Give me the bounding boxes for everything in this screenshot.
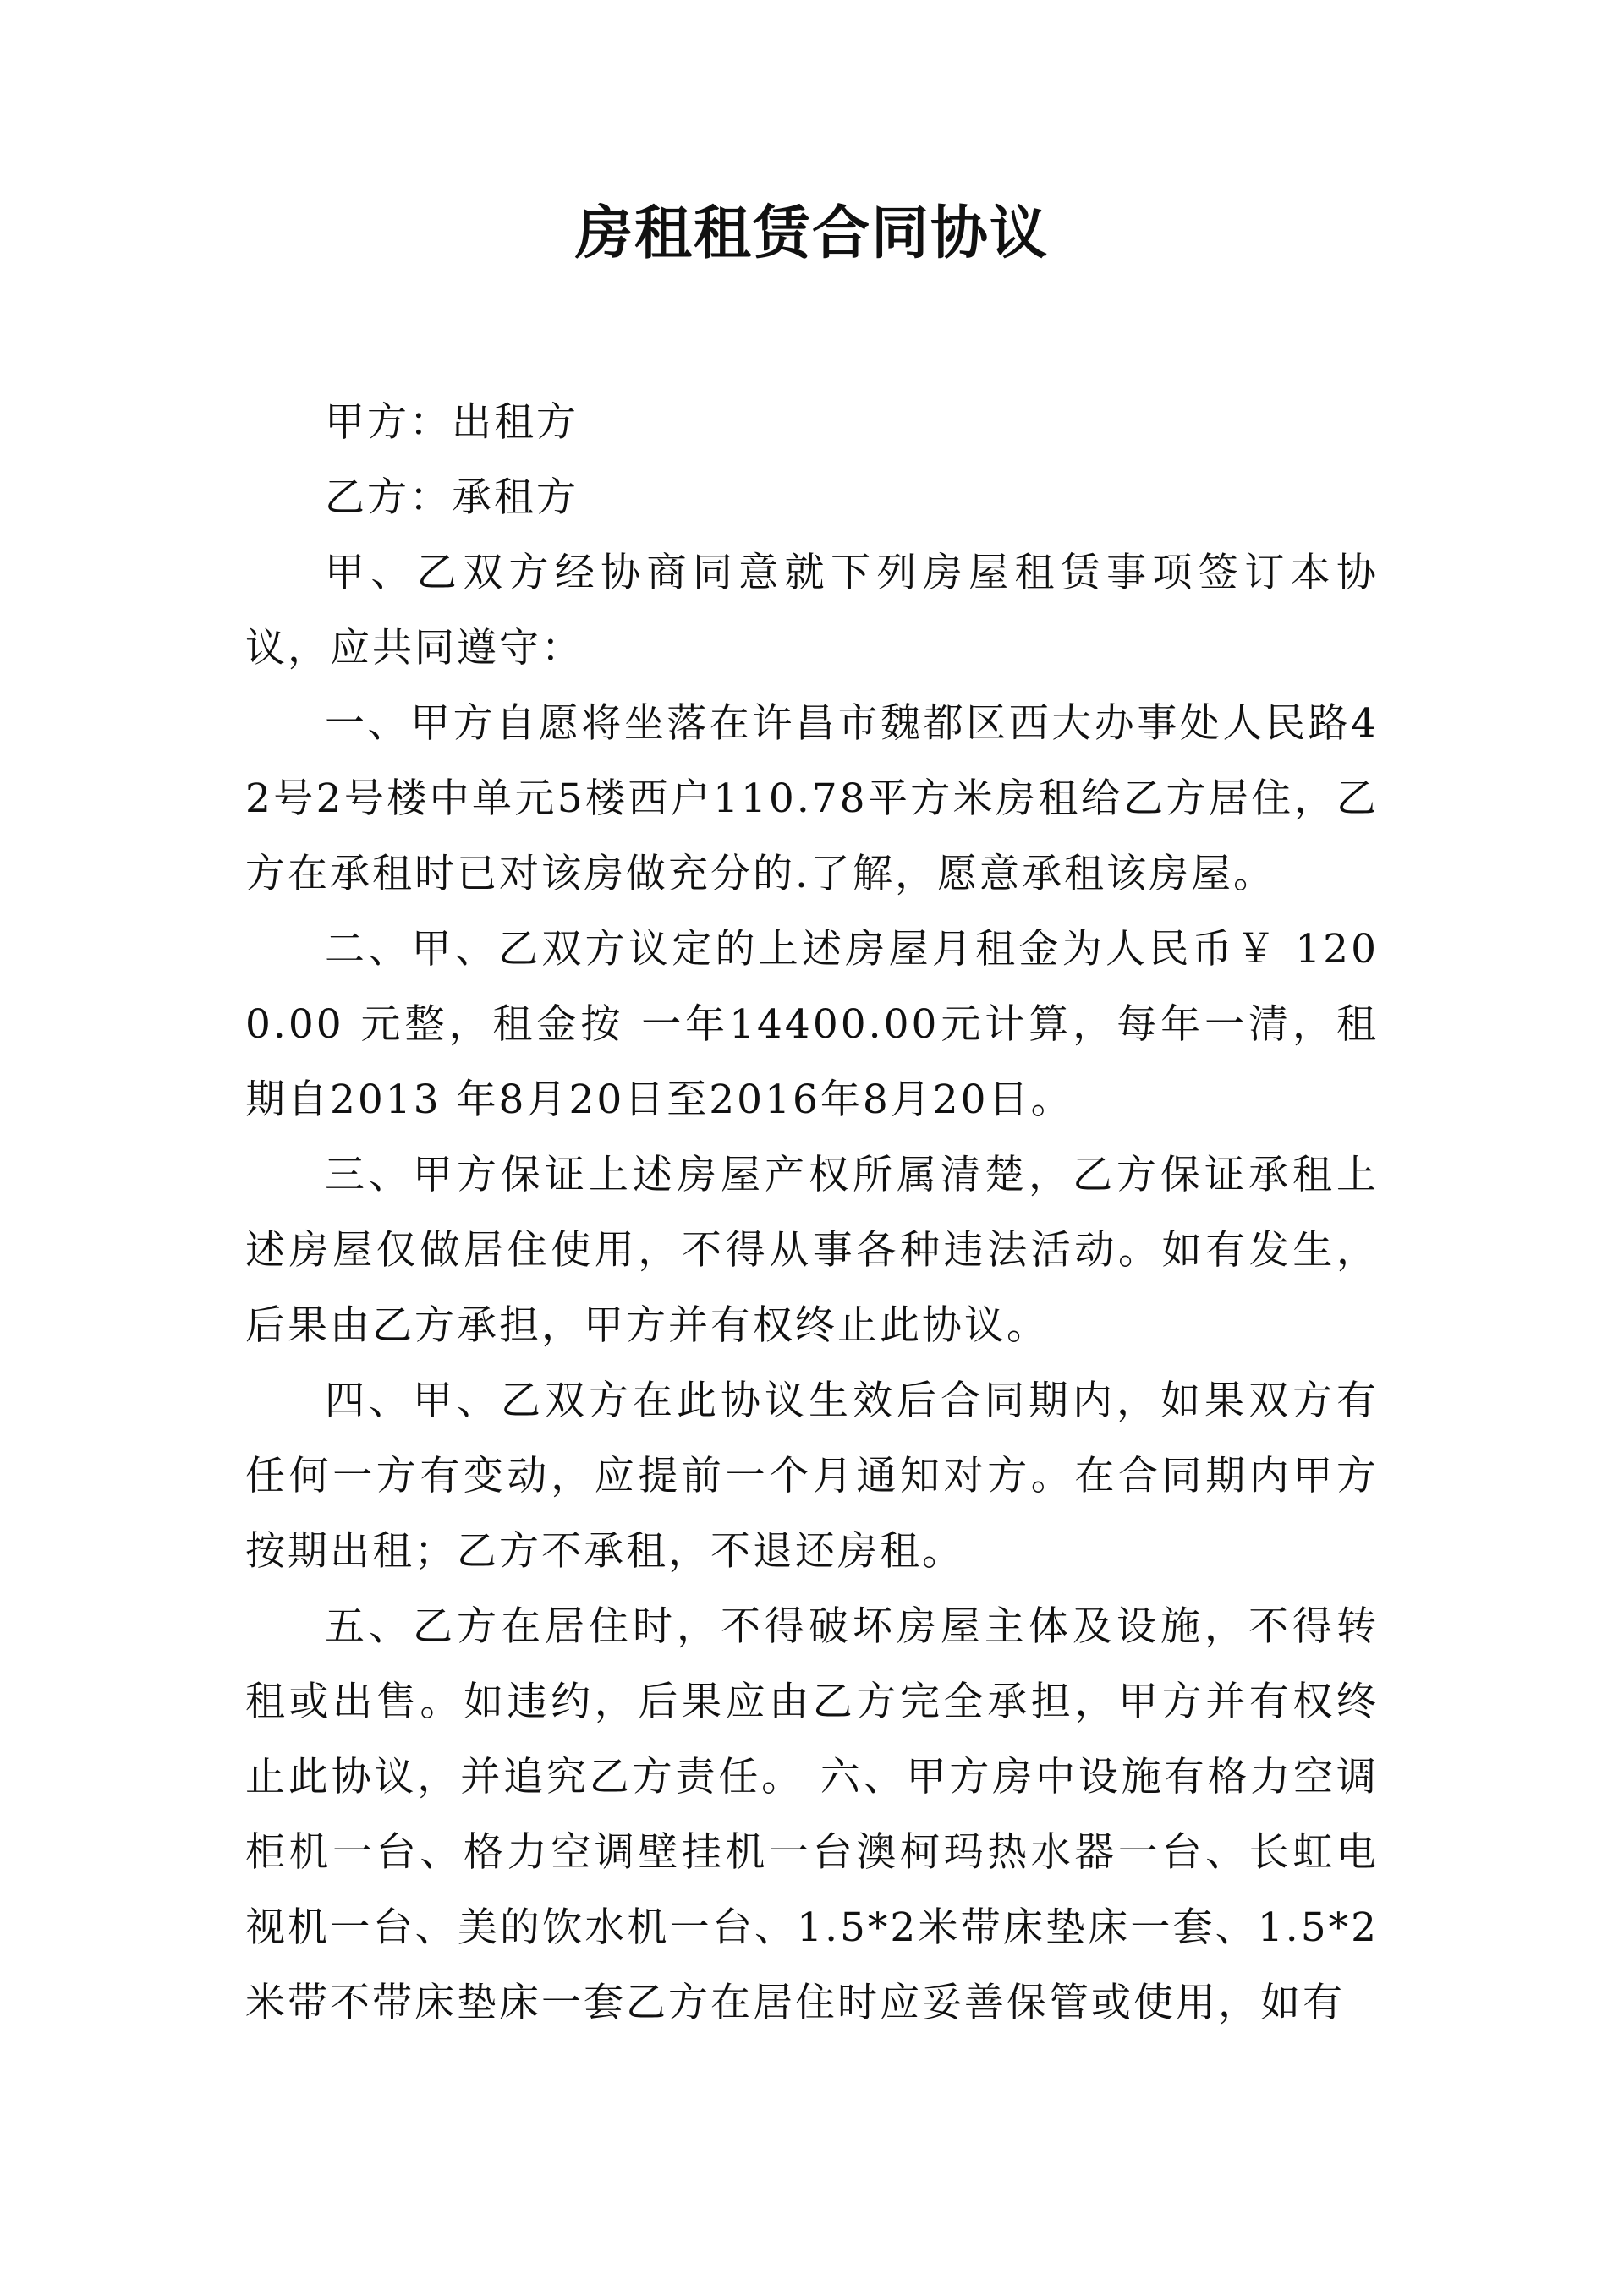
agreement-intro: 甲、乙双方经协商同意就下列房屋租赁事项签订本协议，应共同遵守： [245,550,1379,671]
clause-3: 三、甲方保证上述房屋产权所属清楚，乙方保证承租上述房屋仅做居住使用，不得从事各种违法活动。如有发生，后果由乙方承担，甲方并有权终止此协议。 [245,1152,1379,1349]
clause-1: 一、甲方自愿将坐落在许昌市魏都区西大办事处人民路42号2号楼中单元5楼西户110.78平方米房租给乙方居住，乙方在承租时已对该房做充分的.了解，愿意承租该房屋。 [245,700,1379,897]
document-title: 房租租赁合同协议 [574,200,1049,267]
clause-2: 二、甲、乙双方议定的上述房屋月租金为人民币￥ 1200.00 元整，租金按 一年14400.00元计算，每年一清，租期自2013 年8月20日至2016年8月20日。 [245,926,1379,1123]
party-b-line: 乙方：承租方 [325,474,579,521]
party-a-line: 甲方：出租方 [325,399,579,446]
clause-5-and-6: 五、乙方在居住时，不得破坏房屋主体及设施，不得转租或出售。如违约，后果应由乙方完全承担，甲方并有权终止此协议，并追究乙方责任。 六、甲方房中设施有格力空调柜机一台、格力空调壁挂机一台澳柯玛热水器一台、长虹电视机一台、美的饮水机一台、1.5*2米带床垫床一套、1.5*2米带不带床垫床一套乙方在居住时应妥善保管或使用，如有 [245,1603,1379,2026]
clause-4: 四、甲、乙双方在此协议生效后合同期内，如果双方有任何一方有变动，应提前一个月通知对方。在合同期内甲方按期出租；乙方不承租，不退还房租。 [245,1378,1379,1575]
document-body [245,385,1379,2041]
